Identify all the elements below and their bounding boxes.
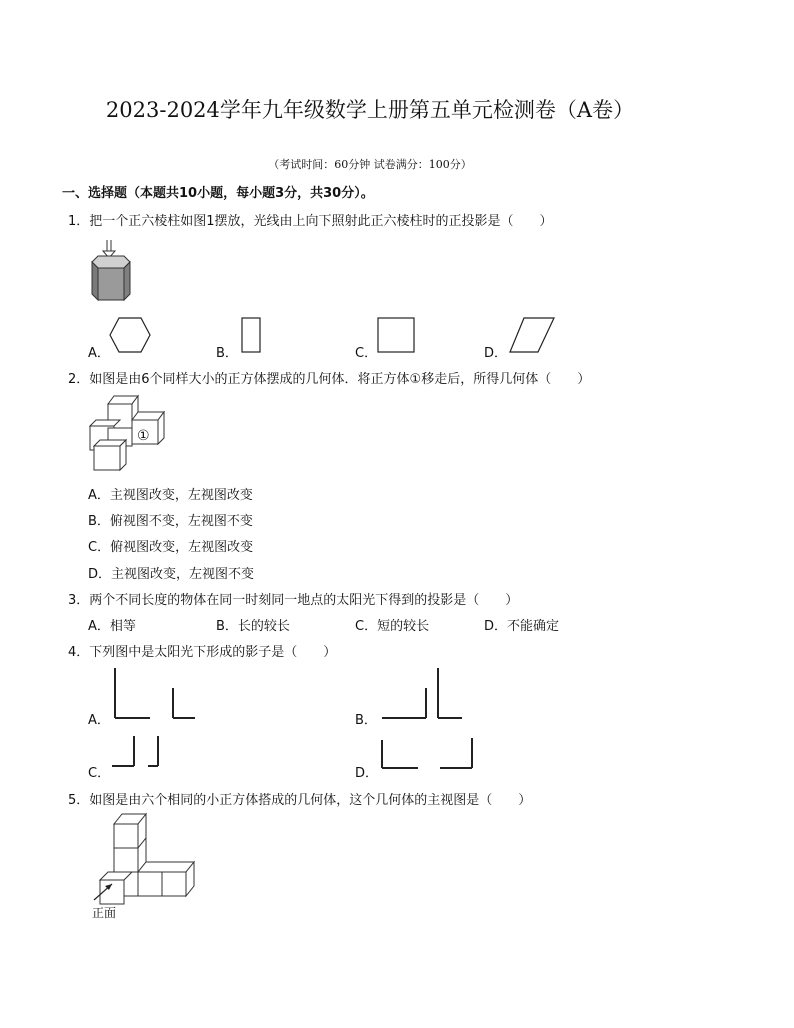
q4-option-c-label: C．: [88, 766, 111, 781]
q2-option-d: D．主视图改变，左视图不变: [88, 567, 255, 582]
exam-info: （考试时间：60分钟 试卷满分：100分）: [268, 158, 472, 171]
page-title: 2023-2024学年九年级数学上册第五单元检测卷（A卷）: [105, 98, 635, 122]
cube-stack-figure: [86, 392, 172, 472]
hexagonal-prism-figure: [88, 238, 138, 304]
q3-option-a: A．相等: [88, 619, 136, 634]
q1-option-c-square: [376, 316, 418, 356]
question-4-stem: 4．下列图中是太阳光下形成的影子是（ ）: [68, 645, 337, 660]
six-cube-figure: [90, 808, 200, 904]
q2-option-b: B．俯视图不变，左视图不变: [88, 514, 253, 529]
q4-option-a-shadows: [110, 664, 200, 722]
q4-option-a-label: A．: [88, 713, 110, 728]
q4-option-d-shadows: [378, 734, 478, 774]
q1-option-b-label: B．: [216, 346, 238, 361]
section-heading: 一、选择题（本题共10小题，每小题3分，共30分）。: [62, 186, 374, 201]
q2-option-c: C．俯视图改变，左视图改变: [88, 540, 254, 555]
q4-option-b-shadows: [378, 664, 468, 722]
q3-option-c: C．短的较长: [355, 619, 430, 634]
front-view-label: 正面: [92, 906, 117, 920]
q1-option-d-label: D．: [484, 346, 508, 361]
q3-option-b: B．长的较长: [216, 619, 290, 634]
q1-option-a-hexagon: [108, 316, 154, 356]
q1-option-d-parallelogram: [508, 316, 558, 356]
question-3-stem: 3．两个不同长度的物体在同一时刻同一地点的太阳光下得到的投影是（ ）: [68, 593, 519, 608]
q3-option-d: D．不能确定: [484, 619, 560, 634]
q1-option-a-label: A．: [88, 346, 110, 361]
cube-number-label: ①: [137, 428, 150, 444]
question-5-stem: 5．如图是由六个相同的小正方体搭成的几何体，这个几何体的主视图是（ ）: [68, 793, 532, 808]
q2-option-a: A．主视图改变，左视图改变: [88, 488, 253, 503]
q4-option-d-label: D．: [355, 766, 379, 781]
q1-option-c-label: C．: [355, 346, 378, 361]
q4-option-b-label: B．: [355, 713, 377, 728]
q4-option-c-shadows: [110, 734, 170, 774]
q1-option-b-rectangle: [240, 316, 264, 356]
question-2-stem: 2．如图是由6个同样大小的正方体摆成的几何体．将正方体①移走后，所得几何体（ ）: [68, 372, 591, 387]
question-1-stem: 1．把一个正六棱柱如图1摆放，光线由上向下照射此正六棱柱时的正投影是（ ）: [68, 214, 553, 229]
